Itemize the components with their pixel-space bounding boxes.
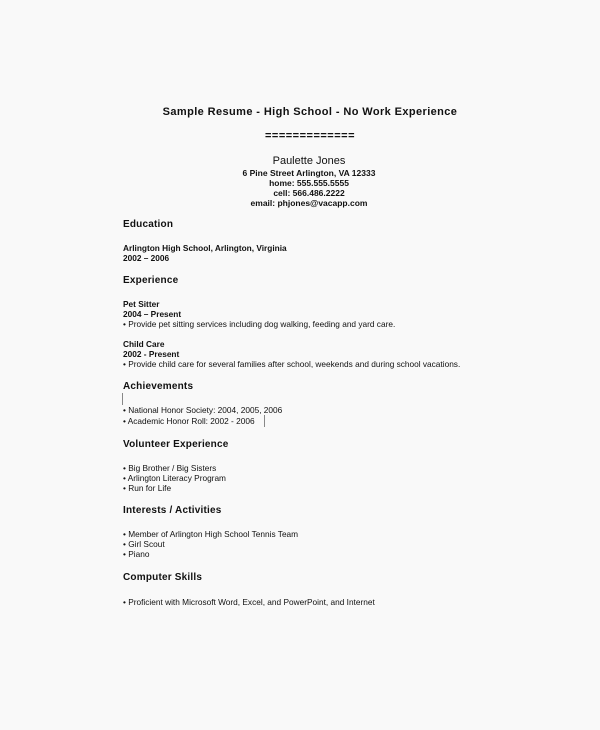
achievements-heading: Achievements xyxy=(123,381,194,392)
text-cursor-mark xyxy=(122,393,123,405)
volunteer-item: • Arlington Literacy Program xyxy=(123,473,226,483)
achievement-item: • Academic Honor Roll: 2002 - 2006 xyxy=(123,416,255,426)
experience-heading: Experience xyxy=(123,275,179,286)
job-dates: 2002 - Present xyxy=(123,349,180,359)
address-line: 6 Pine Street Arlington, VA 12333 xyxy=(242,168,376,178)
document-title: Sample Resume - High School - No Work Experience xyxy=(162,106,458,118)
title-separator: ============= xyxy=(264,130,355,142)
email-line: email: phjones@vacapp.com xyxy=(250,198,368,208)
job-title: Child Care xyxy=(123,339,165,349)
job-title: Pet Sitter xyxy=(123,299,160,309)
volunteer-item: • Run for Life xyxy=(123,483,172,493)
job-description: • Provide pet sitting services including dog walking, feeding and yard care. xyxy=(123,319,396,329)
job-dates: 2004 – Present xyxy=(123,309,182,319)
job-description: • Provide child care for several families after school, weekends and during school vacations. xyxy=(123,359,461,369)
education-years: 2002 – 2006 xyxy=(123,253,170,263)
interests-heading: Interests / Activities xyxy=(123,505,222,516)
volunteer-item: • Big Brother / Big Sisters xyxy=(123,463,217,473)
interest-item: • Piano xyxy=(123,549,150,559)
interest-item: • Girl Scout xyxy=(123,539,165,549)
education-school: Arlington High School, Arlington, Virginia xyxy=(123,243,287,253)
education-heading: Education xyxy=(123,219,174,230)
computer-skills-heading: Computer Skills xyxy=(123,572,203,583)
interest-item: • Member of Arlington High School Tennis Team xyxy=(123,529,299,539)
cell-phone-line: cell: 566.486.2222 xyxy=(273,188,345,198)
achievement-item: • National Honor Society: 2004, 2005, 2006 xyxy=(123,405,283,415)
skill-item: • Proficient with Microsoft Word, Excel, and PowerPoint, and Internet xyxy=(123,597,375,607)
candidate-name: Paulette Jones xyxy=(272,155,346,167)
home-phone-line: home: 555.555.5555 xyxy=(269,178,349,188)
text-cursor-mark xyxy=(264,415,265,427)
volunteer-heading: Volunteer Experience xyxy=(123,439,229,450)
